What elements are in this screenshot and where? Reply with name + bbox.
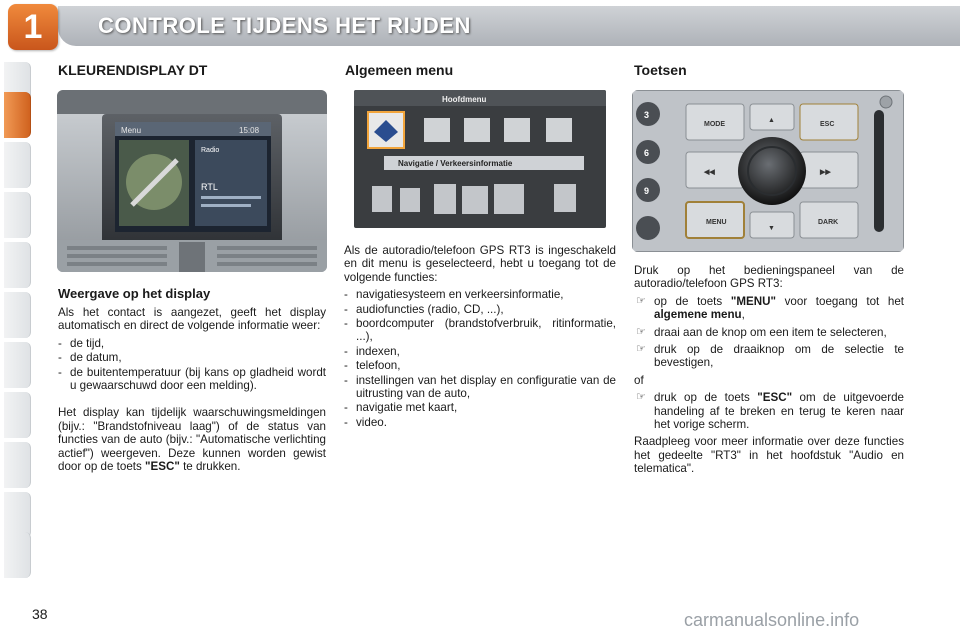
menu-body [344,244,616,435]
list-item: - navigatiesysteem en verkeersinformatie, [344,288,616,301]
dashboard-display-illustration [57,90,327,272]
chapter-tab[interactable] [4,192,31,238]
main-menu-illustration [354,90,606,228]
step-turn-knob [634,326,904,339]
keys-body [634,264,904,480]
chapter-tab[interactable] [4,532,31,578]
step-text: op de toets [654,294,731,308]
chapter-tab[interactable] [4,242,31,288]
esc-key-label: "ESC" [145,460,180,474]
pointing-hand-icon: ☞ [636,391,646,404]
chapter-tab-active[interactable] [4,92,31,138]
pointing-hand-icon: ☞ [636,343,646,356]
page-header [0,0,960,52]
display-right-label: Radio [201,147,220,154]
watermark: carmanualsonline.info [684,610,860,630]
step-text: draai aan de knop om een item te selecteren, [654,325,887,339]
control-panel-illustration [632,90,904,252]
display-photo [57,90,327,272]
menu-functions-list [344,288,616,429]
esc-button-label: ESC [820,121,835,128]
step-text: om de uitgevoerde handeling af te breken en terug te keren naar het vorige scherm. [654,391,904,432]
step-press-knob [634,343,904,370]
prev-button-label: ◀◀ [704,169,715,176]
list-item: - de datum, [58,351,326,364]
preset-key-3: 3 [644,110,650,120]
step-menu [634,295,904,322]
keys-intro: Druk op het bedieningspaneel van de autoradio/telefoon GPS RT3: [634,264,904,291]
display-freq: RTL [201,182,218,192]
chapter-tab[interactable] [4,292,31,338]
next-button-label: ▶▶ [820,169,831,176]
step-text: voor toegang tot het [775,294,904,308]
display-subheading: Weergave op het display [58,286,211,301]
step-text: druk op de draaiknop om de selectie te bevestigen, [654,343,904,370]
chapter-tab[interactable] [4,142,31,188]
step-text: , [741,308,745,322]
list-item: - boordcomputer (brandstofverbruik, ritinformatie, ...), [344,317,616,344]
dark-button-label: DARK [818,219,839,226]
list-item: - indexen, [344,345,616,358]
list-item: - navigatie met kaart, [344,401,616,414]
page-number: 38 [32,606,48,622]
control-panel-photo [632,90,904,252]
section-title-display: KLEURENDISPLAY DT [58,62,208,78]
pointing-hand-icon: ☞ [636,325,646,338]
display-body [58,306,326,477]
menu-screen-photo [354,90,606,228]
down-button-label: ▼ [768,225,775,232]
warning-text-a: Het display kan tijdelijk waarschuwingsmeldingen (bijv.: "Brandstofniveau laag") of de status van functies van de auto (bijv.: "Automatische verlichting actief") weergeven. Deze kunnen worden gewist door op de toets [58,406,326,474]
chapter-tabs [0,62,34,578]
step-esc [634,391,904,431]
preset-key-6: 6 [644,148,650,158]
keys-steps [634,295,904,370]
general-menu-label: algemene menu [654,308,742,322]
chapter-tab[interactable] [4,342,31,388]
or-label: of [634,373,644,387]
section-title-menu: Algemeen menu [345,62,454,78]
display-info-list [58,337,326,393]
keys-outro: Raadpleeg voor meer informatie over deze functies het gedeelte "RT3" in het hoofdstuk "Audio en telematica". [634,435,904,476]
keys-steps-alt [634,391,904,431]
menu-screen-banner: Navigatie / Verkeersinformatie [398,159,513,168]
page-title: CONTROLE TIJDENS HET RIJDEN [98,13,471,38]
menu-button-label: MENU [706,219,727,226]
list-item: - video. [344,416,616,429]
pointing-hand-icon: ☞ [636,294,646,307]
esc-key-label: "ESC" [757,391,793,405]
mode-button-label: MODE [704,121,725,128]
list-item: - de buitentemperatuur (bij kans op gladheid wordt u gewaarschuwd door een melding). [58,366,326,393]
list-item: - de tijd, [58,337,326,350]
warning-text-b: te drukken. [179,460,241,474]
up-button-label: ▲ [768,117,775,124]
preset-key-9: 9 [644,186,650,196]
list-item: - telefoon, [344,359,616,372]
display-warning-paragraph [58,406,326,473]
menu-intro: Als de autoradio/telefoon GPS RT3 is ingeschakeld en dit menu is geselecteerd, hebt u toegang tot de volgende functies: [344,244,616,284]
step-text: druk op de toets [654,391,758,405]
menu-screen-heading: Hoofdmenu [442,95,487,104]
chapter-tab[interactable] [4,442,31,488]
section-title-keys: Toetsen [634,62,687,78]
display-left-label: Menu [121,126,142,135]
chapter-tab[interactable] [4,392,31,438]
menu-key-label: "MENU" [730,294,776,308]
list-item: - audiofuncties (radio, CD, ...), [344,303,616,316]
display-intro: Als het contact is aangezet, geeft het display automatisch en direct de volgende informatie weer: [58,306,326,333]
chapter-badge: 1 [8,4,58,50]
display-time: 15:08 [239,126,260,135]
list-item: - instellingen van het display en configuratie van de uitrusting van de auto, [344,374,616,401]
